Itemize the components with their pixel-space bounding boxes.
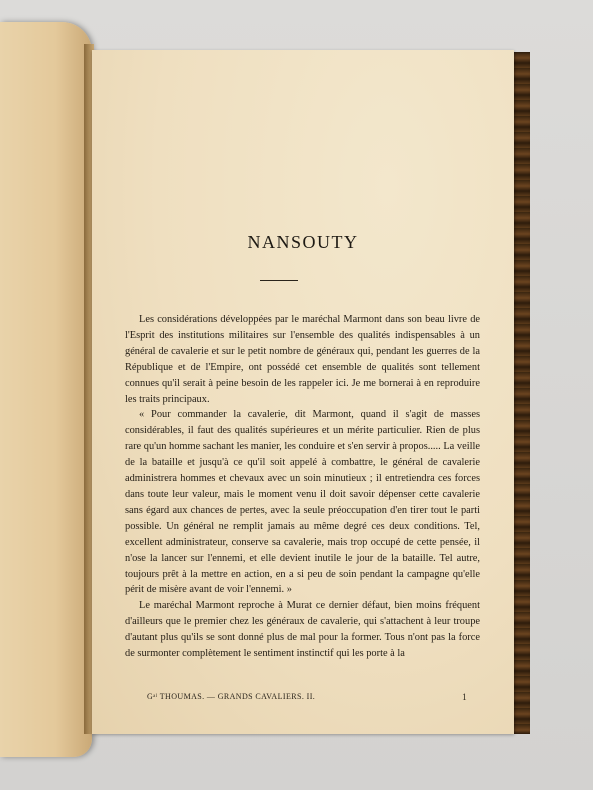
paragraph-3: Le maréchal Marmont reproche à Murat ce dernier défaut, bien moins fréquent d'ailleurs que le premier chez les généraux de cavalerie, qui s'attachent à leur troupe d'autant plus qu'ils se sont donné plus de mal pour la former. Tous n'ont pas la force de surmonter complètement le sentiment instinctif qui les porte à la: [125, 600, 480, 660]
left-page-edge: [0, 22, 92, 757]
page-number: 1: [462, 692, 467, 702]
paragraph-1: Les considérations développées par le maréchal Marmont dans son beau livre de l'Esprit des institutions militaires sur l'ensemble des qualités indispensables à un général de cavalerie et sur le petit nombre de généraux qui, pendant les guerres de la République et de l'Empire, ont possédé cet ensemble de qualités sont tellement connues qu'il serait à peine besoin de les rappeler ici. Je me bornerai à en reproduire les traits principaux.: [125, 314, 480, 405]
paragraph-2: « Pour commander la cavalerie, dit Marmont, quand il s'agit de masses considérables, il faut des qualités supérieures et un mérite particulier. Rien de plus rare qu'un homme sachant les manier, les conduire et s'en servir à propos..... La veille de la bataille et jusqu'à ce qu'il soit appelé à combattre, le général de cavalerie administrera hommes et chevaux avec un soin minutieux ; il entretiendra ces forces dans toute leur valeur, mais le moment venu il doit savoir dépenser cette cavalerie sans égard aux chances de pertes, avec la seule préoccupation d'en tirer tout le parti possible. Un général ne remplit jamais au même degré ces deux conditions. Tel, excellent administrateur, conserve sa cavalerie, mais trop occupé de cette pensée, il n'ose la lancer sur l'ennemi, et elle devient inutile le jour de la bataille. Tel autre, toujours prêt à la mettre en action, en a si peu de soin pendant la campagne qu'elle périt de misère avant de voir l'ennemi. »: [125, 409, 480, 596]
book-cover-edge: [512, 52, 530, 734]
title-rule: [260, 280, 298, 281]
chapter-title: NANSOUTY: [247, 232, 359, 252]
body-text: [125, 312, 480, 662]
book-page: [92, 50, 514, 734]
page-footer: [147, 692, 467, 701]
footer-signature: Gᵃˡ THOUMAS. — GRANDS CAVALIERS. II.: [147, 692, 316, 701]
